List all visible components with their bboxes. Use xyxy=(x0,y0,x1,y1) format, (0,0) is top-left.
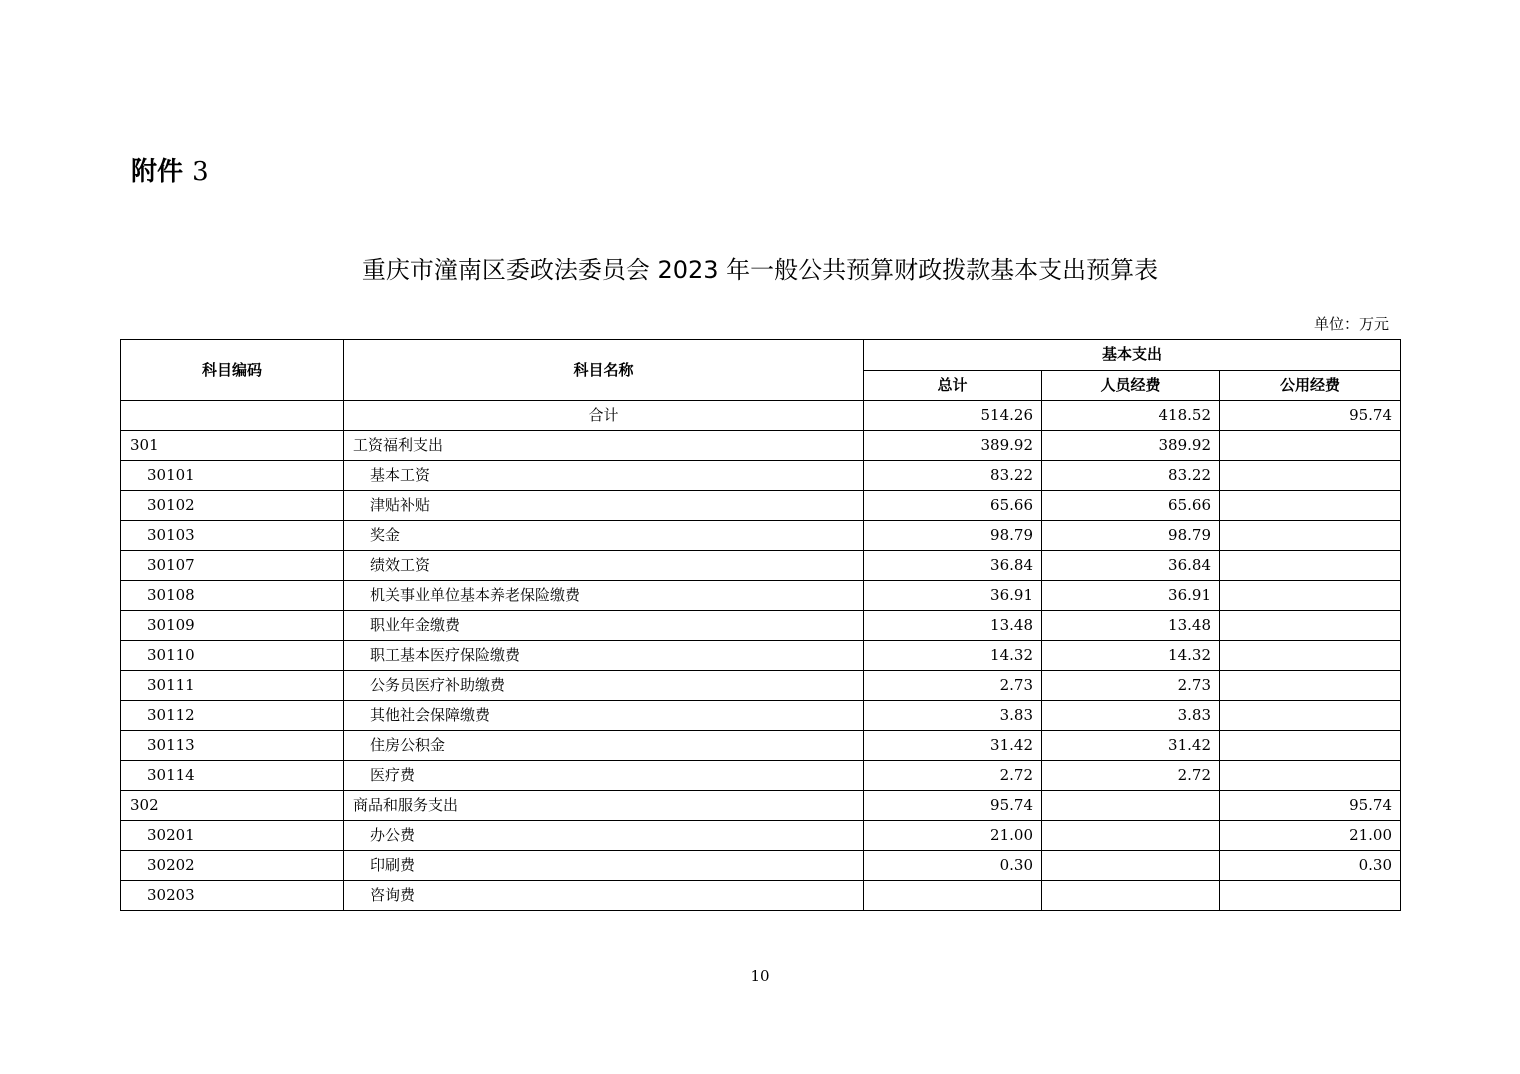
cell-public: 0.30 xyxy=(1220,851,1401,881)
cell-code: 30201 xyxy=(121,821,344,851)
cell-name: 基本工资 xyxy=(344,461,864,491)
cell-code: 30103 xyxy=(121,521,344,551)
cell-total: 65.66 xyxy=(864,491,1042,521)
table-body xyxy=(121,401,1401,911)
cell-public xyxy=(1220,551,1401,581)
cell-total: 514.26 xyxy=(864,401,1042,431)
cell-public xyxy=(1220,671,1401,701)
cell-total: 13.48 xyxy=(864,611,1042,641)
attachment-text: 附件 xyxy=(131,157,184,187)
table-row xyxy=(121,551,1401,581)
table-row xyxy=(121,851,1401,881)
cell-personnel: 389.92 xyxy=(1042,431,1220,461)
cell-name: 咨询费 xyxy=(344,881,864,911)
cell-personnel xyxy=(1042,791,1220,821)
cell-total: 83.22 xyxy=(864,461,1042,491)
table-header xyxy=(121,340,1401,401)
table-row xyxy=(121,671,1401,701)
table-row xyxy=(121,401,1401,431)
cell-code: 30107 xyxy=(121,551,344,581)
cell-code: 30203 xyxy=(121,881,344,911)
cell-personnel: 65.66 xyxy=(1042,491,1220,521)
cell-personnel: 418.52 xyxy=(1042,401,1220,431)
cell-public: 95.74 xyxy=(1220,791,1401,821)
cell-personnel xyxy=(1042,881,1220,911)
cell-code: 30110 xyxy=(121,641,344,671)
cell-public xyxy=(1220,491,1401,521)
table-row xyxy=(121,641,1401,671)
header-name: 科目名称 xyxy=(344,340,864,401)
cell-personnel: 36.84 xyxy=(1042,551,1220,581)
cell-public: 95.74 xyxy=(1220,401,1401,431)
table-row xyxy=(121,761,1401,791)
table-row xyxy=(121,521,1401,551)
cell-public xyxy=(1220,881,1401,911)
cell-total: 36.91 xyxy=(864,581,1042,611)
cell-personnel xyxy=(1042,821,1220,851)
table-row xyxy=(121,791,1401,821)
cell-name: 职业年金缴费 xyxy=(344,611,864,641)
cell-name: 医疗费 xyxy=(344,761,864,791)
page-number: 10 xyxy=(750,967,770,985)
cell-public xyxy=(1220,701,1401,731)
cell-code: 30113 xyxy=(121,731,344,761)
header-personnel: 人员经费 xyxy=(1042,370,1220,401)
cell-personnel: 83.22 xyxy=(1042,461,1220,491)
cell-public xyxy=(1220,641,1401,671)
cell-name: 职工基本医疗保险缴费 xyxy=(344,641,864,671)
cell-name: 其他社会保障缴费 xyxy=(344,701,864,731)
unit-label: 单位：万元 xyxy=(1313,315,1389,333)
cell-name: 合计 xyxy=(344,401,864,431)
table-row xyxy=(121,731,1401,761)
cell-total: 2.73 xyxy=(864,671,1042,701)
cell-public xyxy=(1220,431,1401,461)
cell-code: 30102 xyxy=(121,491,344,521)
budget-table xyxy=(120,339,1401,911)
cell-total: 389.92 xyxy=(864,431,1042,461)
cell-name: 住房公积金 xyxy=(344,731,864,761)
cell-name: 津贴补贴 xyxy=(344,491,864,521)
cell-total xyxy=(864,881,1042,911)
cell-code: 30111 xyxy=(121,671,344,701)
cell-name: 机关事业单位基本养老保险缴费 xyxy=(344,581,864,611)
document-title: 重庆市潼南区委政法委员会 2023 年一般公共预算财政拨款基本支出预算表 xyxy=(361,256,1159,284)
cell-code: 30101 xyxy=(121,461,344,491)
cell-personnel: 3.83 xyxy=(1042,701,1220,731)
cell-total: 36.84 xyxy=(864,551,1042,581)
table-row xyxy=(121,461,1401,491)
cell-public: 21.00 xyxy=(1220,821,1401,851)
cell-total: 14.32 xyxy=(864,641,1042,671)
attachment-label xyxy=(131,152,209,192)
cell-code: 30109 xyxy=(121,611,344,641)
header-basic-expenditure: 基本支出 xyxy=(864,340,1401,371)
cell-total: 3.83 xyxy=(864,701,1042,731)
table-row xyxy=(121,881,1401,911)
cell-total: 98.79 xyxy=(864,521,1042,551)
cell-public xyxy=(1220,461,1401,491)
attachment-number: 3 xyxy=(192,157,209,187)
cell-name: 印刷费 xyxy=(344,851,864,881)
cell-public xyxy=(1220,761,1401,791)
cell-total: 31.42 xyxy=(864,731,1042,761)
cell-code: 301 xyxy=(121,431,344,461)
table-row xyxy=(121,581,1401,611)
header-code: 科目编码 xyxy=(121,340,344,401)
cell-name: 办公费 xyxy=(344,821,864,851)
cell-public xyxy=(1220,731,1401,761)
cell-code: 30108 xyxy=(121,581,344,611)
cell-total: 21.00 xyxy=(864,821,1042,851)
cell-personnel: 98.79 xyxy=(1042,521,1220,551)
cell-personnel: 14.32 xyxy=(1042,641,1220,671)
cell-personnel: 13.48 xyxy=(1042,611,1220,641)
table-row xyxy=(121,821,1401,851)
cell-total: 2.72 xyxy=(864,761,1042,791)
table-row xyxy=(121,431,1401,461)
cell-personnel: 2.73 xyxy=(1042,671,1220,701)
cell-public xyxy=(1220,521,1401,551)
cell-code: 30202 xyxy=(121,851,344,881)
table-row xyxy=(121,701,1401,731)
cell-code: 30112 xyxy=(121,701,344,731)
header-total: 总计 xyxy=(864,370,1042,401)
table-row xyxy=(121,611,1401,641)
cell-personnel xyxy=(1042,851,1220,881)
cell-code: 30114 xyxy=(121,761,344,791)
cell-personnel: 36.91 xyxy=(1042,581,1220,611)
cell-name: 公务员医疗补助缴费 xyxy=(344,671,864,701)
cell-name: 工资福利支出 xyxy=(344,431,864,461)
table-row xyxy=(121,491,1401,521)
cell-personnel: 2.72 xyxy=(1042,761,1220,791)
header-public: 公用经费 xyxy=(1220,370,1401,401)
cell-total: 0.30 xyxy=(864,851,1042,881)
cell-code xyxy=(121,401,344,431)
cell-name: 商品和服务支出 xyxy=(344,791,864,821)
cell-public xyxy=(1220,581,1401,611)
cell-public xyxy=(1220,611,1401,641)
cell-total: 95.74 xyxy=(864,791,1042,821)
cell-code: 302 xyxy=(121,791,344,821)
cell-name: 奖金 xyxy=(344,521,864,551)
cell-name: 绩效工资 xyxy=(344,551,864,581)
cell-personnel: 31.42 xyxy=(1042,731,1220,761)
